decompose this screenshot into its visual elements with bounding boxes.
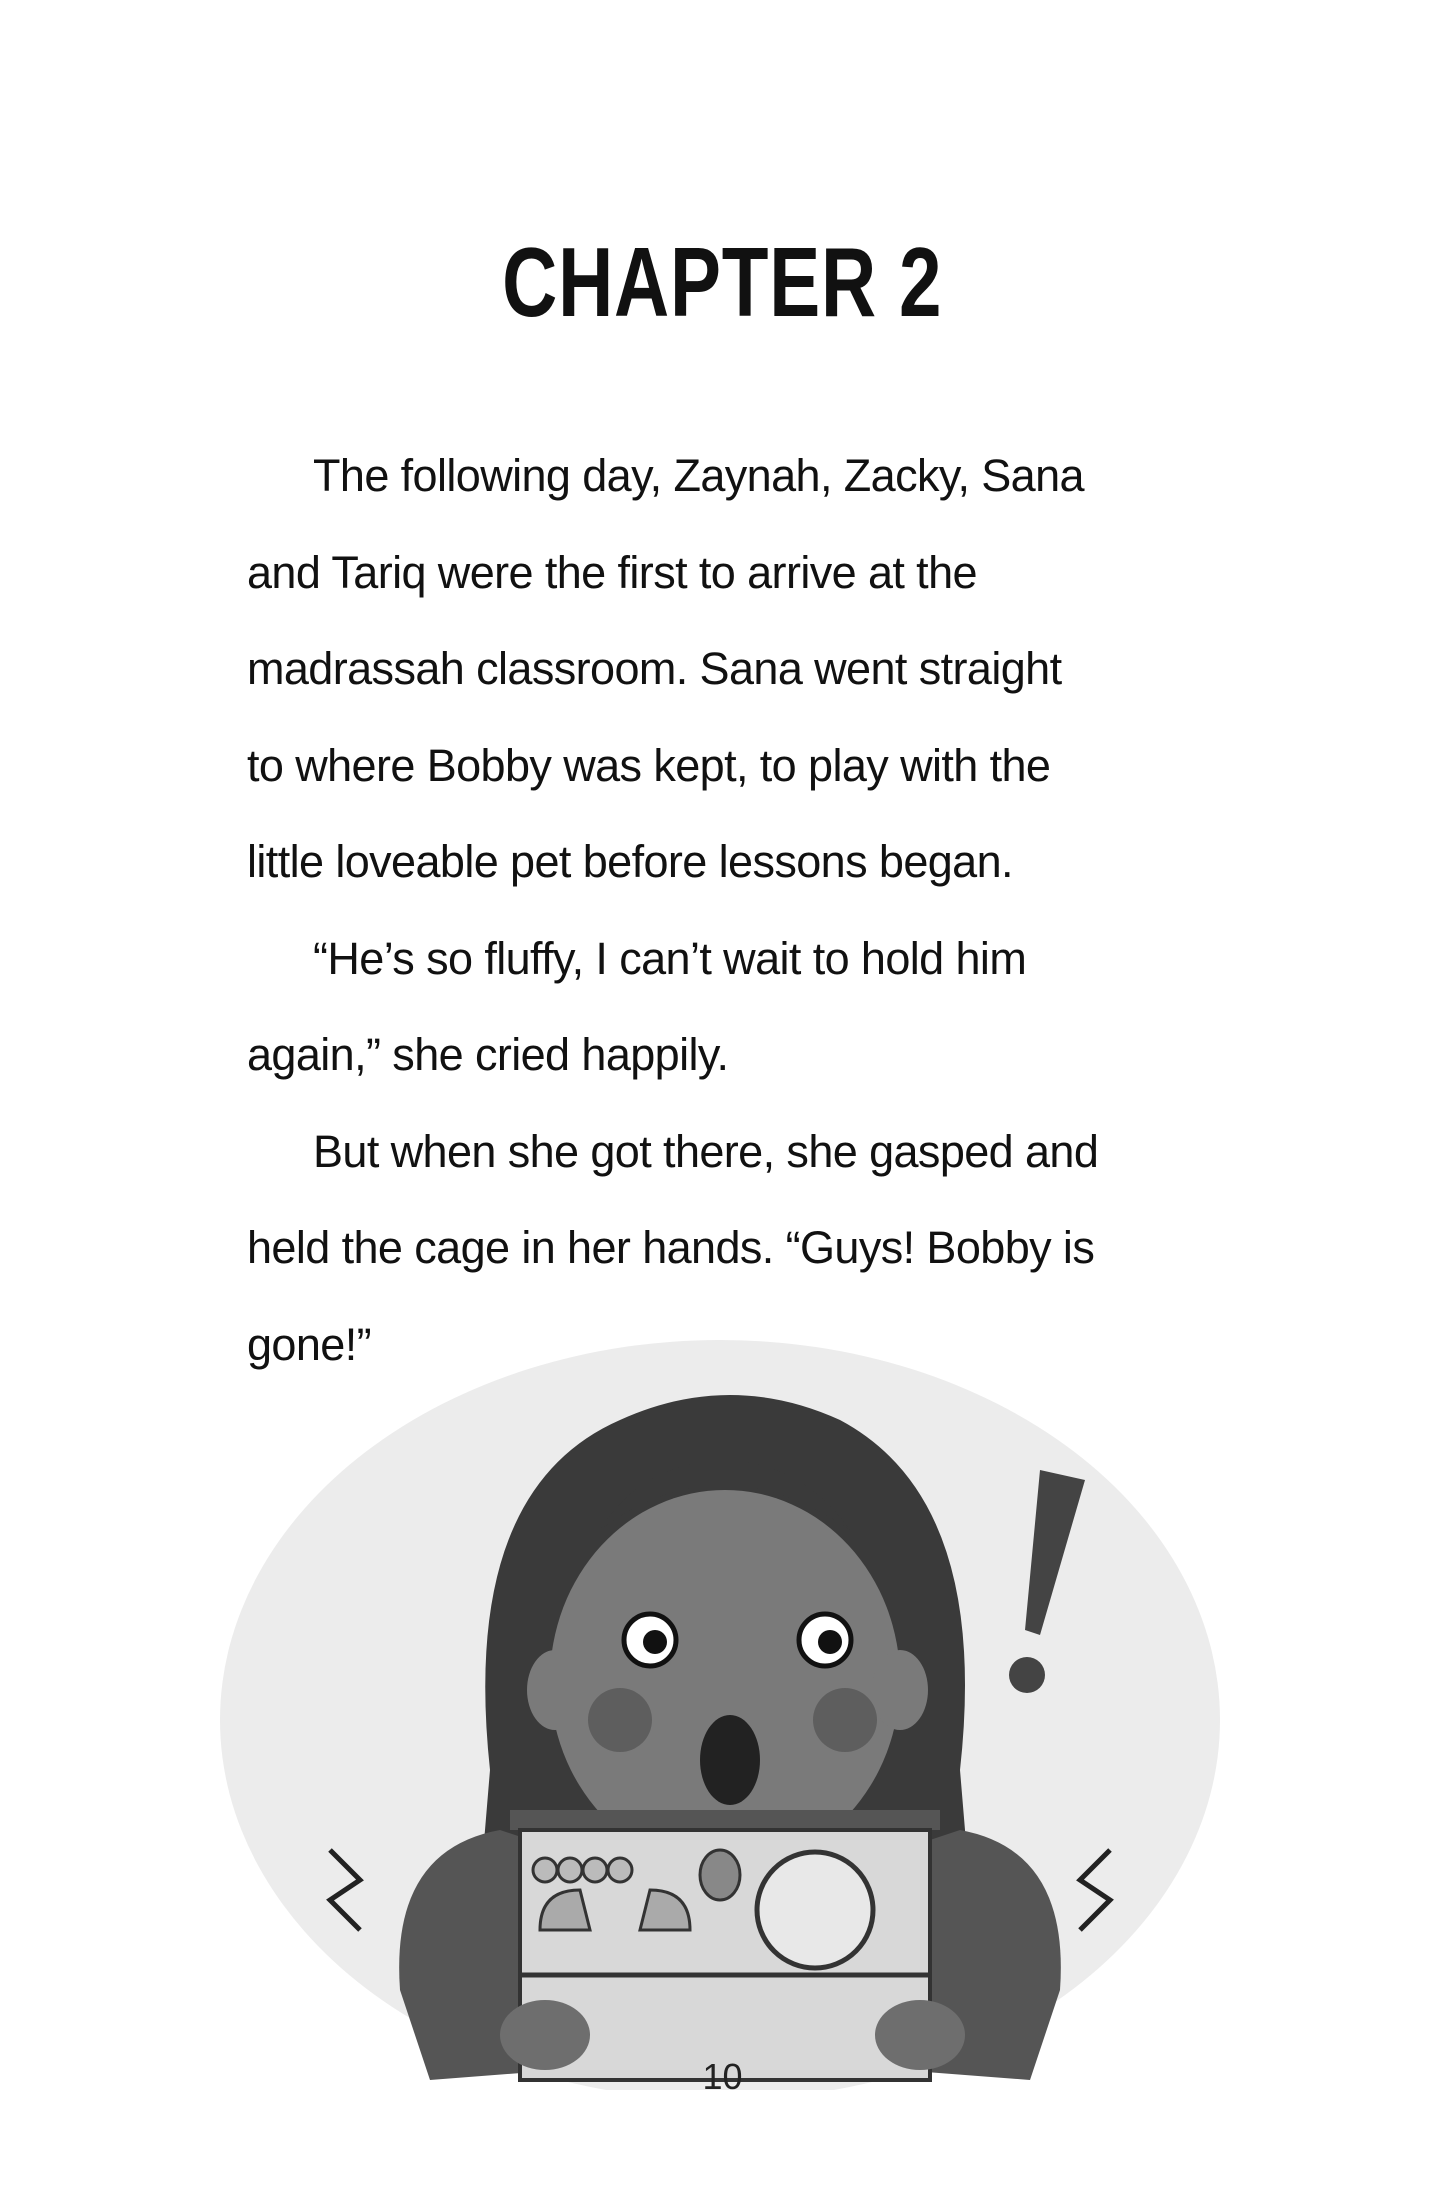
text-line: to where Bobby was kept, to play with the <box>247 739 1051 791</box>
text-line: The following day, Zaynah, Zacky, Sana <box>313 450 1084 501</box>
text-line: held the cage in her hands. “Guys! Bobby is <box>247 1222 1095 1273</box>
chapter-title: CHAPTER 2 <box>502 227 943 337</box>
page-number: 10 <box>702 2056 743 2097</box>
text-line: again,” she cried happily. <box>247 1029 729 1080</box>
text-line: gone!” <box>247 1318 371 1370</box>
text-line: madrassah classroom. Sana went straight <box>247 643 1062 694</box>
text-line: and Tariq were the first to arrive at the <box>247 546 977 598</box>
text-line: little loveable pet before lessons began. <box>247 836 1013 887</box>
text-line: “He’s so fluffy, I can’t wait to hold him <box>313 932 1027 984</box>
text-line: But when she got there, she gasped and <box>313 1125 1099 1177</box>
illustration-girl-with-cage <box>200 1290 1230 2090</box>
body-text <box>247 428 1247 1393</box>
